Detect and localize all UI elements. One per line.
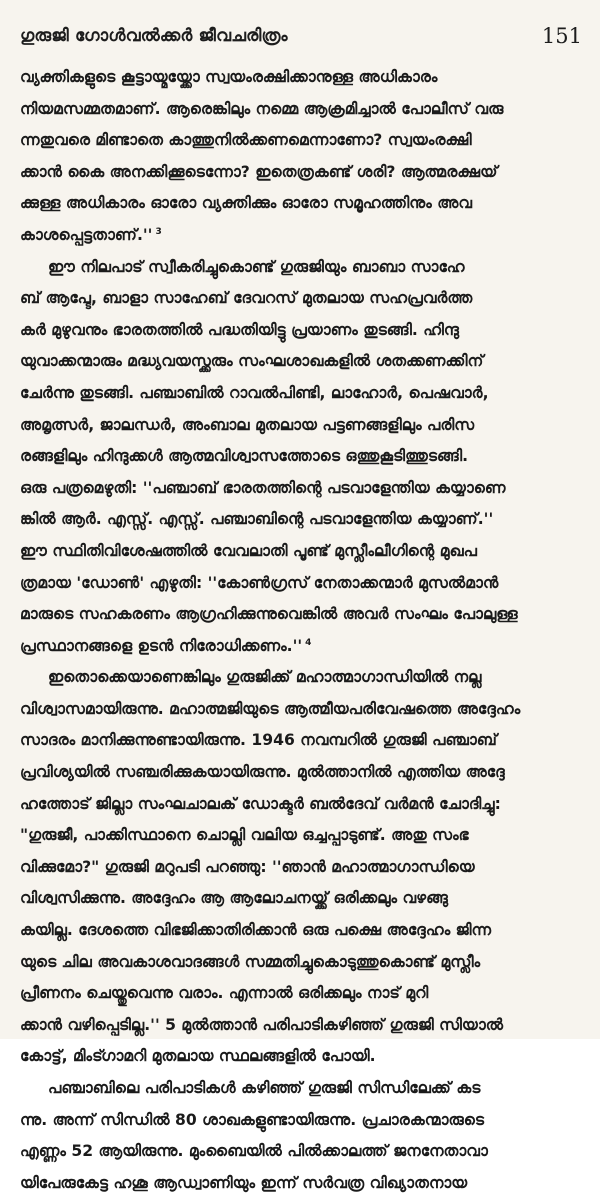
running-head [20,24,582,56]
page-number: 151 [541,24,582,48]
text-line: "ഗുരുജീ, പാക്കിസ്ഥാനെ ചൊല്ലി വലിയ ഒച്ചപ്പാടുണ്ട്. അതു സംഭ [20,826,469,845]
text-line: ചേർന്നു തുടങ്ങി. പഞ്ചാബിൽ റാവൽപിണ്ടി, ലാഹോർ, പെഷവാർ, [20,383,489,402]
text-line: ഇതൊക്കെയാണെങ്കിലും ഗുരുജിക്ക് മഹാത്മാഗാന്ധിയിൽ നല്ല [48,668,482,687]
paragraph [20,662,582,1073]
text-line: ക്കുള്ള അധികാരം ഓരോ വ്യക്തിക്കും ഓരോ സമൂഹത്തിനും അവ [20,194,473,213]
text-line: കയില്ല. ദേശത്തെ വിഭജിക്കാതിരിക്കാൻ ഒരു പക്ഷെ അദ്ദേഹം ജിന്ന [20,921,492,940]
text-line: ക്കാൻ കൈ അനക്കിക്കൂടെന്നോ? ഇതെത്രകണ്ട് ശരി? ആത്മരക്ഷയ് [20,162,498,181]
text-line: ഈ സ്ഥിതിവിശേഷത്തിൽ വേവലാതി പൂണ്ട് മുസ്ലീംലീഗിന്റെ മുഖപ [20,541,478,560]
text-line: ങ്കിൽ ആർ. എസ്സ്. എസ്സ്. പഞ്ചാബിന്റെ പടവാളേന്തിയ കയ്യാണ്.'' [20,510,494,529]
text-line: അമൃത്സർ, ജാലന്ധർ, അംബാല മുതലായ പട്ടണങ്ങളിലും പരിസ [20,415,475,434]
text-line-content: പ്രസ്ഥാനങ്ങളെ ഉടൻ നിരോധിക്കണം.'' [20,636,303,655]
running-title: ഗുരുജി ഗോൾവൽക്കർ ജീവചരിത്രം [20,26,288,46]
body-text [20,62,582,1199]
text-line: ബ് ആപ്ടേ, ബാളാ സാഹേബ് ദേവറസ് മുതലായ സഹപ്രവർത്ത [20,289,473,308]
text-line [20,631,582,663]
text-line: ക്കാൻ വഴിപ്പെടില്ല.'' 5 മുൽത്താൻ പരിപാടികഴിഞ്ഞ് ഗുരുജി സിയാൽ [20,1015,504,1034]
text-line: വിക്കുമോ?" ഗുരുജി മറുപടി പറഞ്ഞു: ''ഞാൻ മഹാത്മാഗാന്ധിയെ [20,857,475,876]
text-line: രങ്ങളിലും ഹിന്ദുക്കൾ ആത്മവിശ്വാസത്തോടെ ഒത്തുകൂടിത്തുടങ്ങി. [20,447,469,466]
paragraph [20,62,582,252]
text-line: പഞ്ചാബിലെ പരിപാടികൾ കഴിഞ്ഞ് ഗുരുജി സിന്ധിലേക്ക് കട [48,1079,481,1097]
text-line: വിശ്വസിക്കുന്നു. അദ്ദേഹം ആ ആലോചനയ്ക്ക് ഒരിക്കലും വഴങ്ങു [20,889,448,908]
text-line: ത്രമായ 'ഡോൺ' എഴുതി: ''കോൺഗ്രസ് നേതാക്കന്മാർ മുസൽമാൻ [20,573,499,592]
text-line: യിപേരുകേട്ട ഹശൂ ആഡ്വാണിയും ഇന്ന് സർവത്ര വിഖ്യാതനായ [20,1173,468,1192]
text-line: ന്നതുവരെ മിണ്ടാതെ കാത്തുനിൽക്കണമെന്നാണോ? സ്വയംരക്ഷി [20,131,472,150]
text-line: വ്യക്തികളുടെ കൂട്ടായ്മയ്ക്കോ സ്വയംരക്ഷിക്കാനുള്ള അധികാരം [20,68,438,86]
text-line: യുവാക്കന്മാരും മദ്ധ്യവയസ്ക്കരും സംഘശാഖകളിൽ ശതക്കണക്കിന് [20,352,484,371]
text-line: യുടെ ചില അവകാശവാദങ്ങൾ സമ്മതിച്ചുകൊടുത്തുകൊണ്ട് മുസ്ലീം [20,952,481,971]
text-line: എണ്ണം 52 ആയിരുന്നു. മുംബൈയിൽ പിൽക്കാലത്ത് ജനനേതാവാ [20,1142,488,1161]
text-line: സാദരം മാനിക്കുന്നുണ്ടായിരുന്നു. 1946 നവമ്പറിൽ ഗുരുജി പഞ്ചാബ് [20,731,497,750]
footnote-marker: 4 [305,637,312,648]
text-line: വിശ്വാസമായിരുന്നു. മഹാത്മജിയുടെ ആത്മീയപരിവേഷത്തെ അദ്ദേഹം [20,699,521,718]
text-line [20,220,582,252]
footnote-marker: 3 [155,226,162,237]
text-line-content: കാശപ്പെട്ടതാണ്.'' [20,225,153,244]
text-line: ഒരു പത്രമെഴുതി: ''പഞ്ചാബ് ഭാരതത്തിന്റെ പടവാളേന്തിയ കയ്യാണെ [20,478,506,497]
text-line: കർ മുഴുവനും ഭാരതത്തിൽ പദ്ധതിയിട്ടു പ്രയാണം തുടങ്ങി. ഹിന്ദു [20,320,460,339]
paragraph [20,1073,582,1199]
text-line: ന്നു. അന്ന് സിന്ധിൽ 80 ശാഖകളുണ്ടായിരുന്നു. പ്രചാരകന്മാരുടെ [20,1110,485,1129]
text-line: മാരുടെ സഹകരണം ആഗ്രഹിക്കുന്നുവെങ്കിൽ അവർ സംഘം പോലുള്ള [20,605,518,624]
text-line: പ്രവിശ്യയിൽ സഞ്ചരിക്കുകയായിരുന്നു. മുൽത്താനിൽ എത്തിയ അദ്ദേ [20,763,505,782]
text-line: കോട്ട്, മിംട്ഗാമറി മുതലായ സ്ഥലങ്ങളിൽ പോയി. [20,1047,376,1066]
text-line: പ്രീണനം ചെയ്തുവെന്നു വരാം. എന്നാൽ ഒരിക്കലും നാട് മുറി [20,984,429,1003]
text-line: നിയമസമ്മതമാണ്. ആരെങ്കിലും നമ്മെ ആക്രമിച്ചാൽ പോലീസ് വരു [20,99,504,118]
text-line: ഈ നിലപാട് സ്വീകരിച്ചുകൊണ്ട് ഗുരുജിയും ബാബാ സാഹേ [48,257,465,276]
paragraph [20,252,582,663]
text-line: ഹത്തോട് ജില്ലാ സംഘചാലക് ഡോക്ടർ ബൽദേവ് വർമൻ ചോദിച്ചു: [20,794,501,813]
